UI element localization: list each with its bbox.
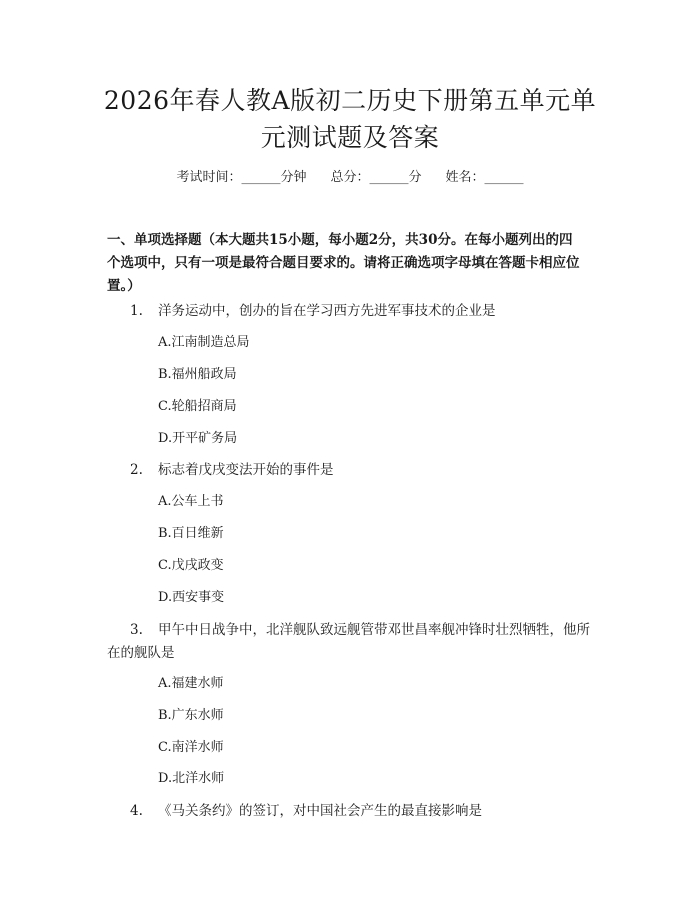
question-3-option-d: D.北洋水师 xyxy=(158,771,225,786)
time-label: 考试时间： xyxy=(176,170,242,185)
time-unit: 分钟 xyxy=(280,170,307,185)
document-title-line-2: 元测试题及答案 xyxy=(260,123,440,152)
time-blank: ______ xyxy=(241,170,281,185)
name-label: 姓名： xyxy=(445,170,485,185)
question-1-option-b: B.福州船政局 xyxy=(158,367,237,382)
question-3-option-a: A.福建水师 xyxy=(158,676,224,691)
question-2-option-a: A.公车上书 xyxy=(158,494,224,509)
exam-info xyxy=(0,168,700,188)
name-blank: ______ xyxy=(484,170,524,185)
question-number: 4. xyxy=(130,803,143,819)
question-number: 3. xyxy=(130,622,143,638)
score-blank: ______ xyxy=(369,170,409,185)
section-heading-line-2: 个选项中，只有一项是最符合题目要求的。请将正确选项字母填在答题卡相应位 xyxy=(107,255,580,271)
score-unit: 分 xyxy=(408,170,422,185)
question-3-option-b: B.广东水师 xyxy=(158,708,224,723)
question-2-option-c: C.戊戌政变 xyxy=(158,558,224,573)
question-2-option-b: B.百日维新 xyxy=(158,526,224,541)
question-3-option-c: C.南洋水师 xyxy=(158,740,224,755)
question-text: 标志着戊戌变法开始的事件是 xyxy=(158,462,334,478)
section-heading-line-1: 一、单项选择题（本大题共15小题，每小题2分，共30分。在每小题列出的四 xyxy=(107,232,573,248)
question-text: 甲午中日战争中，北洋舰队致远舰管带邓世昌率舰冲锋时壮烈牺牲，他所 xyxy=(158,622,590,638)
question-number: 2. xyxy=(130,462,143,478)
question-text: 《马关条约》的签订，对中国社会产生的最直接影响是 xyxy=(158,803,482,819)
score-label: 总分： xyxy=(330,170,370,185)
section-heading-line-3: 置。） xyxy=(107,278,141,294)
question-text: 洋务运动中，创办的旨在学习西方先进军事技术的企业是 xyxy=(158,303,496,319)
question-1-option-a: A.江南制造总局 xyxy=(158,335,250,350)
document-title-line-1: 2026年春人教A版初二历史下册第五单元单 xyxy=(103,86,597,115)
question-1-option-d: D.开平矿务局 xyxy=(158,431,238,446)
question-number: 1. xyxy=(130,303,143,319)
question-1-option-c: C.轮船招商局 xyxy=(158,399,237,414)
question-3-text-continuation: 在的舰队是 xyxy=(107,645,175,661)
question-2-option-d: D.西安事变 xyxy=(158,590,225,605)
